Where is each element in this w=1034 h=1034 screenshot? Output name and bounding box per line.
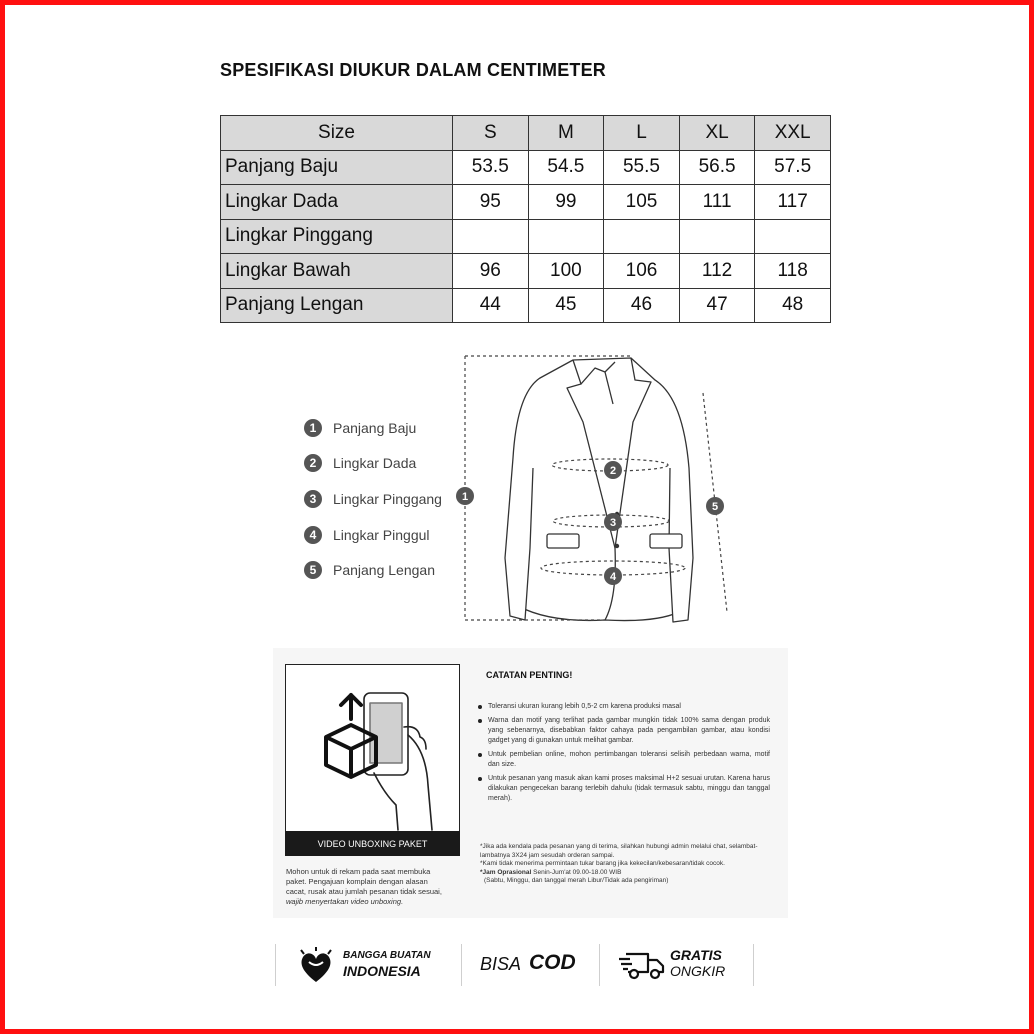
table-cell: 100 [528, 254, 604, 289]
legend-label: Lingkar Dada [333, 455, 417, 471]
table-cell: 96 [453, 254, 529, 289]
legend-number: 1 [304, 419, 322, 437]
footnote: *Jika ada kendala pada pesanan yang di terima, silahkan hubungi admin melalui chat, selambat-lambatnya 3X24 jam sesudah orderan sampai. [480, 843, 758, 859]
legend-number: 4 [304, 526, 322, 544]
table-cell: 44 [453, 288, 529, 323]
table-cell: 54.5 [528, 150, 604, 185]
table-cell [453, 219, 529, 254]
marker-label: 5 [711, 501, 719, 513]
table-cell: 99 [528, 185, 604, 220]
legend-item [304, 453, 416, 473]
table-cell: 105 [604, 185, 680, 220]
left-pocket [547, 534, 579, 548]
table-cell: 117 [755, 185, 831, 220]
table-row [221, 219, 831, 254]
note-line: cacat, rusak atau jumlah pesanan tidak sesuai, [286, 887, 442, 896]
row-label: Lingkar Dada [221, 185, 453, 220]
size-header: M [528, 116, 604, 151]
delivery-truck-icon [618, 950, 666, 980]
divider [461, 944, 462, 986]
table-cell: 106 [604, 254, 680, 289]
unboxing-card [285, 664, 460, 856]
legend-number: 2 [304, 454, 322, 472]
table-row [221, 254, 831, 289]
size-header: L [604, 116, 680, 151]
note-line: wajib menyertakan video unboxing. [286, 897, 404, 906]
hours-label: *Jam Oprasional [480, 868, 532, 876]
legend-label: Lingkar Pinggul [333, 527, 430, 543]
header-label: Size [221, 116, 453, 151]
divider [753, 944, 754, 986]
legend-number: 3 [304, 490, 322, 508]
table-cell [528, 219, 604, 254]
table-row [221, 288, 831, 323]
table-cell: 57.5 [755, 150, 831, 185]
table-row [221, 150, 831, 185]
heart-hand-icon [295, 946, 337, 986]
row-label: Panjang Baju [221, 150, 453, 185]
size-header: S [453, 116, 529, 151]
right-pocket [650, 534, 682, 548]
notes-list [478, 702, 770, 808]
marker-label: 2 [609, 465, 617, 477]
note-line: paket. Pengajuan komplain dengan alasan [286, 877, 428, 886]
legend-item [304, 489, 442, 509]
table-row [221, 185, 831, 220]
size-header: XXL [755, 116, 831, 151]
size-header: XL [679, 116, 755, 151]
table-cell: 48 [755, 288, 831, 323]
divider [275, 944, 276, 986]
legend-label: Lingkar Pinggang [333, 491, 442, 507]
list-item: Warna dan motif yang terlihat pada gambar mungkin tidak 100% sama dengan produk yang sebenarnya, disebabkan faktor cahaya pada pengambilan gambar, atau kondisi gadget yang di gunakan untuk melihat gambar. [478, 716, 770, 746]
legend-label: Panjang Baju [333, 420, 417, 436]
blazer-diagram [455, 348, 745, 628]
table-cell: 47 [679, 288, 755, 323]
table-cell: 53.5 [453, 150, 529, 185]
badge-made-in-indonesia-line2: INDONESIA [343, 963, 421, 979]
row-label: Lingkar Pinggang [221, 219, 453, 254]
footnote: *Kami tidak menerima permintaan tukar barang jika kekecilan/kebesaran/tidak cocok. [480, 860, 725, 867]
note-line: Mohon untuk di rekam pada saat membuka [286, 867, 431, 876]
table-cell [679, 219, 755, 254]
table-cell: 111 [679, 185, 755, 220]
marker-label: 1 [461, 491, 469, 503]
table-cell: 95 [453, 185, 529, 220]
table-cell: 56.5 [679, 150, 755, 185]
marker-label: 4 [609, 571, 617, 583]
unboxing-note [286, 867, 466, 907]
table-cell [755, 219, 831, 254]
notes-title: CATATAN PENTING! [486, 670, 573, 680]
hours-value: Senin-Jum'at 09.00-18.00 WIB [533, 868, 622, 876]
table-cell: 55.5 [604, 150, 680, 185]
list-item: Untuk pesanan yang masuk akan kami proses maksimal H+2 sesuai urutan. Karena harus dilakukan pengecekan barang terlebih dahulu (tidak termasuk sabtu, minggu dan tanggal merah). [478, 774, 770, 804]
size-table [220, 115, 831, 323]
hand-phone-icon [286, 665, 460, 856]
hours [480, 869, 780, 878]
badge-cod-prefix: BISA [480, 954, 522, 974]
footnotes [480, 843, 780, 886]
table-cell: 45 [528, 288, 604, 323]
list-item: Toleransi ukuran kurang lebih 0,5-2 cm karena produksi masal [478, 702, 770, 712]
badge-cod: COD [529, 951, 576, 974]
marker-label: 3 [609, 517, 617, 529]
hours-note: (Sabtu, Minggu, dan tanggal merah Libur/Tidak ada pengiriman) [484, 877, 669, 884]
table-cell: 46 [604, 288, 680, 323]
page-title: SPESIFIKASI DIUKUR DALAM CENTIMETER [220, 60, 607, 80]
legend-item [304, 560, 435, 580]
row-label: Panjang Lengan [221, 288, 453, 323]
unboxing-bar: VIDEO UNBOXING PAKET [285, 831, 460, 856]
badge-strip [275, 942, 755, 988]
row-label: Lingkar Bawah [221, 254, 453, 289]
table-header-row [221, 116, 831, 151]
table-cell: 112 [679, 254, 755, 289]
legend-item [304, 525, 430, 545]
table-cell: 118 [755, 254, 831, 289]
legend-label: Panjang Lengan [333, 562, 435, 578]
list-item: Untuk pembelian online, mohon pertimbangan toleransi selisih perbedaan warna, motif dan size. [478, 750, 770, 770]
badge-free-shipping: GRATIS [670, 947, 722, 963]
divider [599, 944, 600, 986]
legend-number: 5 [304, 561, 322, 579]
legend-item [304, 418, 416, 438]
badge-made-in-indonesia: BANGGA BUATAN [343, 950, 431, 961]
table-cell [604, 219, 680, 254]
badge-free-shipping-line2: ONGKIR [670, 963, 726, 979]
